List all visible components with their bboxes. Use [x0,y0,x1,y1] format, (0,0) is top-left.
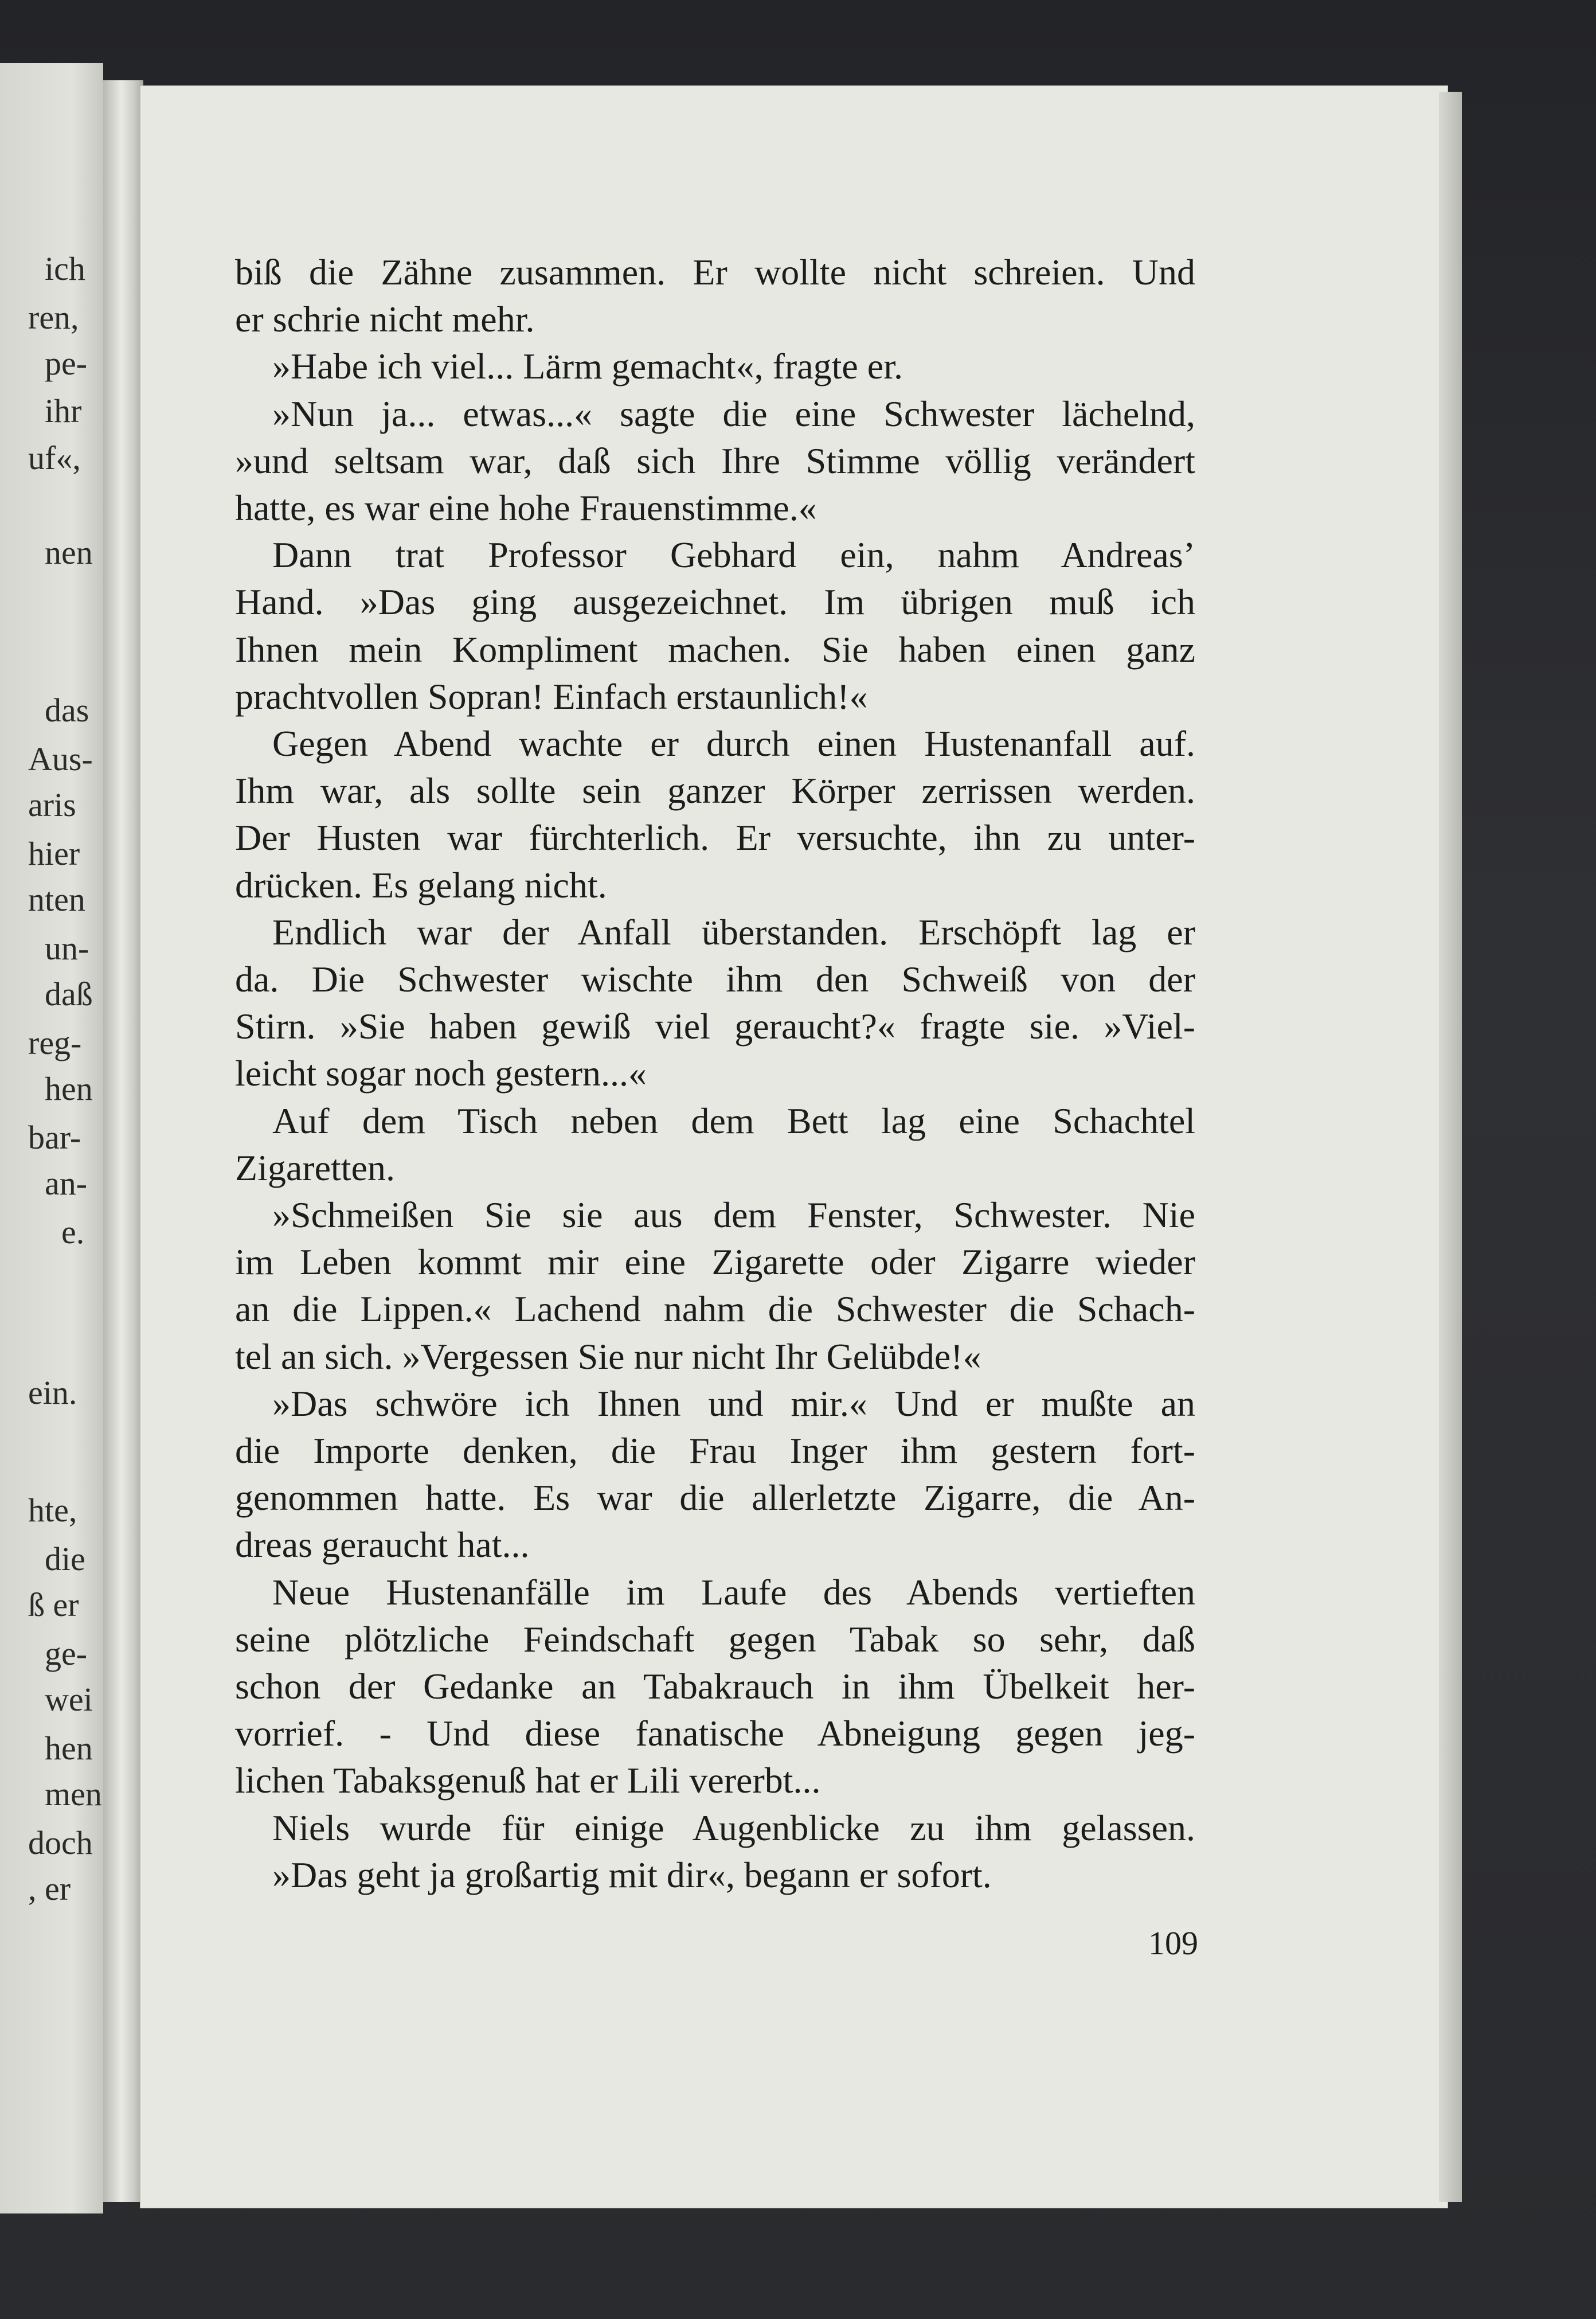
previous-page-edge [0,63,103,2213]
previous-page-text-fragment: an- [45,1165,88,1202]
text-line: Gegen Abend wachte er durch einen Hustenanfall auf. [272,723,1195,764]
page-number: 109 [1148,1924,1198,1962]
previous-page-text-fragment: ich [45,250,85,287]
previous-page-text-fragment: , er [28,1870,71,1907]
text-line: Der Husten war fürchterlich. Er versuchte, ihn zu unter- [235,817,1195,858]
previous-page-text-fragment: hte, [28,1492,77,1529]
text-line: da. Die Schwester wischte ihm den Schweiß von der [235,959,1195,1000]
previous-page-text-fragment: wei [45,1681,93,1718]
previous-page-text-fragment: un- [45,930,89,967]
book-gutter [103,80,143,2202]
previous-page-text-fragment: doch [28,1824,93,1861]
text-line: drücken. Es gelang nicht. [235,864,607,905]
text-line: Niels wurde für einige Augenblicke zu ihm gelassen. [272,1807,1195,1848]
text-line: »Habe ich viel... Lärm gemacht«, fragte er. [272,346,903,387]
text-line: er schrie nicht mehr. [235,299,535,340]
text-line: Zigaretten. [235,1147,395,1188]
previous-page-text-fragment: Aus- [28,740,93,778]
text-line: seine plötzliche Feindschaft gegen Tabak so sehr, daß [235,1618,1195,1660]
text-line: dreas geraucht hat... [235,1524,530,1565]
text-line: leicht sogar noch gestern...« [235,1053,647,1094]
text-line: die Importe denken, die Frau Inger ihm gestern fort- [235,1430,1195,1471]
previous-page-text-fragment: hen [45,1730,93,1767]
text-line: vorrief. - Und diese fanatische Abneigung gegen jeg- [235,1713,1195,1754]
page-edge [1439,92,1462,2202]
text-line: Stirn. »Sie haben gewiß viel geraucht?« fragte sie. »Viel- [235,1006,1195,1047]
text-line: Ihnen mein Kompliment machen. Sie haben einen ganz [235,628,1195,670]
previous-page-text-fragment: das [45,692,89,729]
previous-page-text-fragment: ren, [28,299,79,336]
previous-page-text-fragment: aris [28,786,76,823]
text-line: prachtvollen Sopran! Einfach erstaunlich!« [235,676,868,717]
previous-page-text-fragment: reg- [28,1024,82,1061]
text-line: Hand. »Das ging ausgezeichnet. Im übrigen muß ich [235,581,1195,623]
previous-page-text-fragment: ein. [28,1374,77,1411]
text-line: »Das geht ja großartig mit dir«, begann er sofort. [272,1854,992,1895]
previous-page-text-fragment: nten [28,881,85,918]
text-line: tel an sich. »Vergessen Sie nur nicht Ihr Gelübde!« [235,1336,981,1377]
previous-page-text-fragment: men [45,1775,102,1813]
previous-page-text-fragment: pe- [45,345,88,382]
previous-page-text-fragment: ge- [45,1635,88,1672]
text-line: »Schmeißen Sie sie aus dem Fenster, Schwester. Nie [272,1194,1195,1235]
previous-page-text-fragment: ihr [45,392,82,430]
previous-page-text-fragment: uf«, [28,439,81,477]
previous-page-text-fragment: hen [45,1070,93,1107]
text-line: biß die Zähne zusammen. Er wollte nicht schreien. Und [235,252,1195,292]
text-line: Auf dem Tisch neben dem Bett lag eine Schachtel [272,1100,1195,1141]
text-line: Dann trat Professor Gebhard ein, nahm Andreas’ [272,534,1195,576]
text-line: im Leben kommt mir eine Zigarette oder Zigarre wieder [235,1242,1195,1283]
previous-page-text-fragment: die [45,1540,85,1578]
text-line: »und seltsam war, daß sich Ihre Stimme völlig verändert [235,440,1195,481]
previous-page-text-fragment: nen [45,534,93,571]
text-line: Neue Hustenanfälle im Laufe des Abends vertieften [272,1571,1195,1613]
text-line: Endlich war der Anfall überstanden. Erschöpft lag er [272,911,1195,952]
text-line: genommen hatte. Es war die allerletzte Zigarre, die An- [235,1477,1195,1518]
previous-page-text-fragment: daß [45,975,93,1013]
previous-page-text-fragment: e. [61,1213,85,1251]
text-line: lichen Tabaksgenuß hat er Lili vererbt... [235,1760,821,1801]
previous-page-text-fragment: ß er [28,1586,79,1623]
previous-page-text-fragment: hier [28,835,80,872]
text-line: »Nun ja... etwas...« sagte die eine Schwester lächelnd, [272,393,1195,434]
previous-page-text-fragment: bar- [28,1119,81,1156]
text-line: »Das schwöre ich Ihnen und mir.« Und er mußte an [272,1383,1195,1424]
text-line: schon der Gedanke an Tabakrauch in ihm Übelkeit her- [235,1666,1195,1707]
text-line: an die Lippen.« Lachend nahm die Schwester die Schach- [235,1289,1195,1330]
text-line: hatte, es war eine hohe Frauenstimme.« [235,487,817,528]
text-line: Ihm war, als sollte sein ganzer Körper zerrissen werden. [235,770,1195,811]
